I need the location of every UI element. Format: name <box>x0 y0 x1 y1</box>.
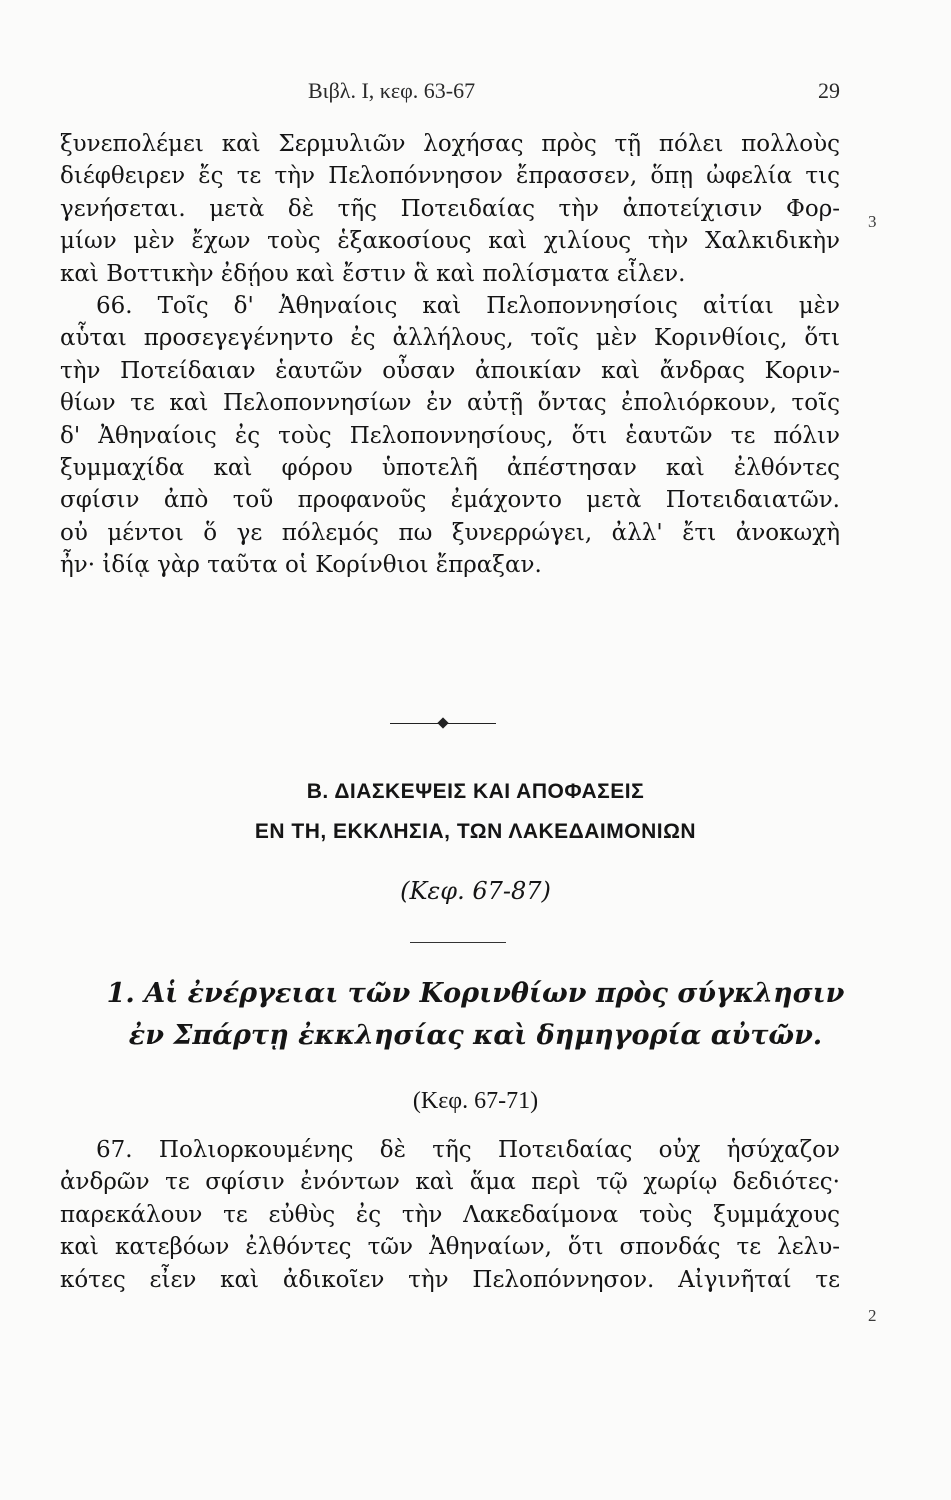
section-heading-line-2: ΕΝ ΤΗ, ΕΚΚΛΗΣΙΑ, ΤΩΝ ΛΑΚΕΔΑΙΜΟΝΙΩΝ <box>254 820 697 843</box>
text-line: δ' Ἀθηναίοις ἐς τοὺς Πελοποννησίους, ὅτι ἑαυτῶν τε πόλιν <box>60 422 840 449</box>
text-line: 66. Τοῖς δ' Ἀθηναίοις καὶ Πελοποννησίοις αἰτίαι μὲν <box>96 293 840 320</box>
ornamental-divider <box>390 718 496 728</box>
page-header <box>60 72 840 112</box>
passage-chapters-65-66 <box>60 128 840 582</box>
running-title: Βιβλ. Ι, κεφ. 63-67 <box>308 78 476 103</box>
text-line: γενήσεται. μετὰ δὲ τῆς Ποτειδαίας τὴν ἀποτείχισιν Φορ- <box>60 195 840 222</box>
section-heading-line-1: Β. ΔΙΑΣΚΕΨΕΙΣ ΚΑΙ ΑΠΟΦΑΣΕΙΣ <box>306 780 645 803</box>
text-line: 67. Πολιορκουμένης δὲ τῆς Ποτειδαίας οὐχ ἡσύχαζον <box>96 1137 840 1163</box>
text-line: καὶ Βοττικὴν ἐδῄου καὶ ἔστιν ἃ καὶ πολίσματα εἷλεν. <box>60 260 686 287</box>
section-chapter-range: (Κεφ. 67-87) <box>400 877 551 905</box>
margin-section-number: 3 <box>868 212 877 231</box>
passage-chapter-67 <box>60 1134 840 1296</box>
text-line: τὴν Ποτείδαιαν ἑαυτῶν οὖσαν ἀποικίαν καὶ ἄνδρας Κοριν- <box>60 357 840 384</box>
text-line: οὐ μέντοι ὅ γε πόλεμός πω ξυνερρώγει, ἀλλ' ἔτι ἀνοκωχὴ <box>60 519 840 546</box>
text-line: παρεκάλουν τε εὐθὺς ἐς τὴν Λακεδαίμονα τοὺς ξυμμάχους <box>60 1201 840 1228</box>
text-line: μίων μὲν ἔχων τοὺς ἑξακοσίους καὶ χιλίους τὴν Χαλκιδικὴν <box>60 228 840 255</box>
text-line: αὗται προσεγεγένηντο ἐς ἀλλήλους, τοῖς μὲν Κορινθίοις, ὅτι <box>60 325 840 352</box>
text-line: κότες εἶεν καὶ ἀδικοῖεν τὴν Πελοπόννησον. Αἰγινῆταί τε <box>60 1266 840 1293</box>
text-line: ξυμμαχίδα καὶ φόρου ὑποτελῆ ἀπέστησαν καὶ ἐλθόντες <box>60 455 840 482</box>
text-line: ἦν· ἰδίᾳ γὰρ ταῦτα οἱ Κορίνθιοι ἔπραξαν. <box>60 552 542 579</box>
divider-diamond-icon <box>437 717 448 728</box>
text-line: ξυνεπολέμει καὶ Σερμυλιῶν λοχήσας πρὸς τῇ πόλει πολλοὺς <box>60 131 840 157</box>
text-line: καὶ κατεβόων ἐλθόντες τῶν Ἀθηναίων, ὅτι σπονδάς τε λελυ- <box>60 1234 840 1261</box>
text-line: ἀνδρῶν τε σφίσιν ἐνόντων καὶ ἅμα περὶ τῷ χωρίῳ δεδιότες· <box>60 1169 840 1196</box>
short-divider <box>410 942 506 943</box>
text-line: σφίσιν ἀπὸ τοῦ προφανοῦς ἐμάχοντο μετὰ Ποτειδαιατῶν. <box>60 487 840 514</box>
text-line: θίων τε καὶ Πελοποννησίων ἐν αὐτῇ ὄντας ἐπολιόρκουν, τοῖς <box>60 390 840 417</box>
page-number: 29 <box>818 78 840 103</box>
text-line: διέφθειρεν ἔς τε τὴν Πελοπόννησον ἔπρασσεν, ὅπῃ ὠφελία τις <box>60 163 840 190</box>
margin-section-number: 2 <box>868 1306 877 1325</box>
chapter-range: (Κεφ. 67-71) <box>412 1088 539 1114</box>
chapter-title-line-1: 1. Αἱ ἐνέργειαι τῶν Κορινθίων πρὸς σύγκλησιν <box>106 978 845 1009</box>
chapter-title-line-2: ἐν Σπάρτῃ ἐκκλησίας καὶ δημηγορία αὐτῶν. <box>128 1020 823 1051</box>
